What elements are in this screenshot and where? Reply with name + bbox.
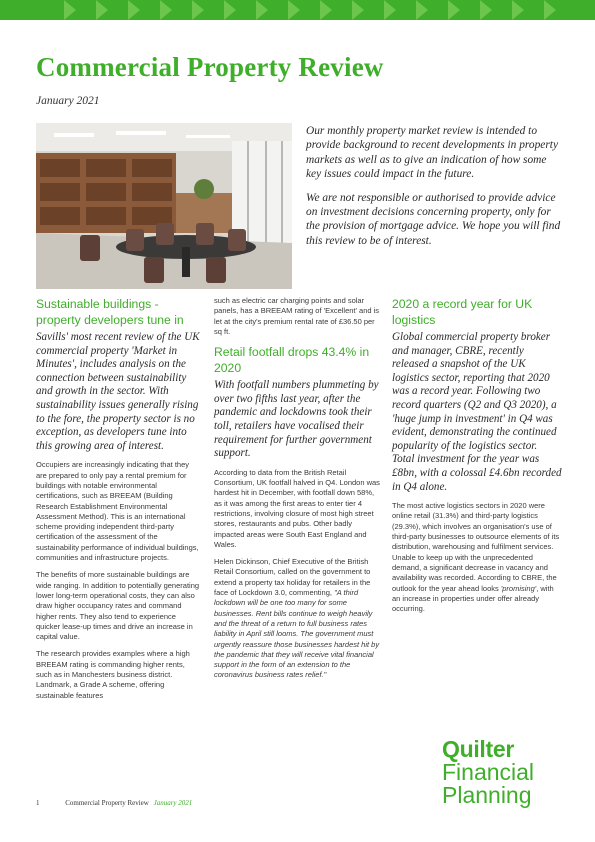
- footer-date: January 2021: [153, 799, 193, 807]
- section-lead: Savills' most recent review of the UK commercial property 'Market in Minutes', includes analysis on the connection between sustainability and growth in the sector. With sustainability issues generally rising to the fore, the property sector is no exception, as developers tune into this growing area of interest.: [36, 331, 200, 452]
- intro-disclaimer: We are not responsible or authorised to provide advice on investment decisions concerning property, only for the provision of mortgage advice. We hope you will find this review to be of interest.: [306, 191, 561, 247]
- body-paragraph: According to data from the British Retail Consortium, UK footfall halved in Q4. London was hardest hit in December, with footfall down 58%, as it was among the first areas to enter tier 4 restrictions, involving closure of most high street stores, restaurants and pubs. Other badly impacted areas were South East England and Wales.: [214, 467, 380, 549]
- emphasis-text: 'promising': [500, 583, 537, 593]
- logo-line: Quilter: [442, 736, 515, 762]
- page-number: 1: [36, 799, 40, 807]
- top-brand-band: [0, 0, 595, 20]
- section-heading: Retail footfall drops 43.4% in 2020: [214, 345, 370, 376]
- chevron-decoration: [448, 0, 460, 20]
- chevron-decoration: [224, 0, 236, 20]
- chevron-decoration: [512, 0, 524, 20]
- quilter-logo: [442, 738, 567, 807]
- intro-text: [306, 124, 564, 257]
- intro-paragraph: Our monthly property market review is intended to provide background to recent developments in property markets as well as to give an indication of how some key issues could impact in the future.: [306, 125, 558, 181]
- body-text: The most active logistics sectors in 2020 were online retail (31.3%) and third-party logistics (29.3%), which involves an organisation's use of third-party businesses to outsource elements of its distribution, warehousing and fulfilment services. Unable to keep up with the unprecedented demand, a significant decrease in vacancy and availability was recorded. According to CBRE, the outlook for the year ahead looks: [392, 501, 560, 593]
- issue-date: January 2021: [36, 95, 100, 107]
- body-paragraph: The research provides examples where a high BREEAM rating is commanding higher rents, such as in Manchesters business district. Landmark, a Grade A scheme, offering sustainable features: [36, 649, 190, 700]
- chevron-decoration: [320, 0, 332, 20]
- chevron-decoration: [480, 0, 492, 20]
- chevron-decoration: [64, 0, 76, 20]
- logo-line: Financial: [442, 759, 535, 785]
- section-lead: Global commercial property broker and manager, CBRE, recently released a snapshot of the UK logistics sector, reporting that 2020 was a record year. Following two record quarters (Q2 and Q3 2020), a 'huge jump in investment' in Q4 was evident, demonstrating the continued popularity of the logistics sector. Total investment for the year was £8bn, with a colossal £4.6bn recorded in Q4 alone.: [392, 331, 562, 493]
- page-footer: [36, 799, 192, 807]
- chevron-decoration: [160, 0, 172, 20]
- logo-line: Planning: [442, 782, 532, 808]
- section-heading: 2020 a record year for UK logistics: [392, 297, 533, 327]
- footer-label: Commercial Property Review: [65, 799, 149, 807]
- body-paragraph: Occupiers are increasingly indicating that they are prepared to only pay a rental premium for buildings with notable environmental certifications, such as BREEAM (Building Research Establishment Environmental Assessment Method). This is an international scheme providing independent third-party certification of the assessment of the sustainability performance of individual buildings, communities and infrastructure projects.: [36, 460, 199, 563]
- column-retail-footfall: [214, 296, 382, 688]
- office-interior-photo: [36, 123, 292, 289]
- chevron-decoration: [192, 0, 204, 20]
- chevron-decoration: [128, 0, 140, 20]
- chevron-decoration: [288, 0, 300, 20]
- chevron-decoration: [416, 0, 428, 20]
- chevron-decoration: [352, 0, 364, 20]
- chevron-decoration: [96, 0, 108, 20]
- body-text: Helen Dickinson, Chief Executive of the British Retail Consortium, called on the government to extend a property tax holiday for retailers in the face of Lockdown 3.0, commenting,: [214, 557, 371, 598]
- section-lead: With footfall numbers plummeting by over two fifths last year, after the pandemic and lockdowns took their toll, retailers have vocalised their requirement for further government support.: [214, 379, 379, 460]
- body-paragraph-continued: such as electric car charging points and solar panels, has a BREEAM rating of 'Excellent' and is let at the city's premium rental rate of £36.50 per sq ft.: [214, 296, 380, 336]
- body-paragraph: [392, 501, 562, 614]
- chevron-decoration: [544, 0, 556, 20]
- body-text: , with an increase in properties under offer already occurring.: [392, 583, 554, 614]
- column-uk-logistics: [392, 296, 562, 621]
- body-paragraph: [214, 557, 382, 681]
- section-heading: Sustainable buildings - property developers tune in: [36, 297, 184, 327]
- body-paragraph: The benefits of more sustainable buildings are wide ranging. In addition to potentially generating lower long-term operational costs, they can also draw higher occupancy rates and command higher rents. They also tend to experience quicker lease-up times and drive an increase in capital value.: [36, 570, 200, 642]
- chevron-decoration: [384, 0, 396, 20]
- chevron-decoration: [256, 0, 268, 20]
- page-title: Commercial Property Review: [36, 52, 384, 82]
- quote-text: "A third lockdown will be one too many for some businesses. Rent bills continue to weigh heavily and the threat of a return to full business rates liability in April still looms. The government must urgently reassure those businesses hardest hit by the pandemic that they will receive vital financial support in the form of an extension to the coronavirus business rates relief.": [214, 588, 380, 680]
- column-sustainable-buildings: [36, 296, 201, 708]
